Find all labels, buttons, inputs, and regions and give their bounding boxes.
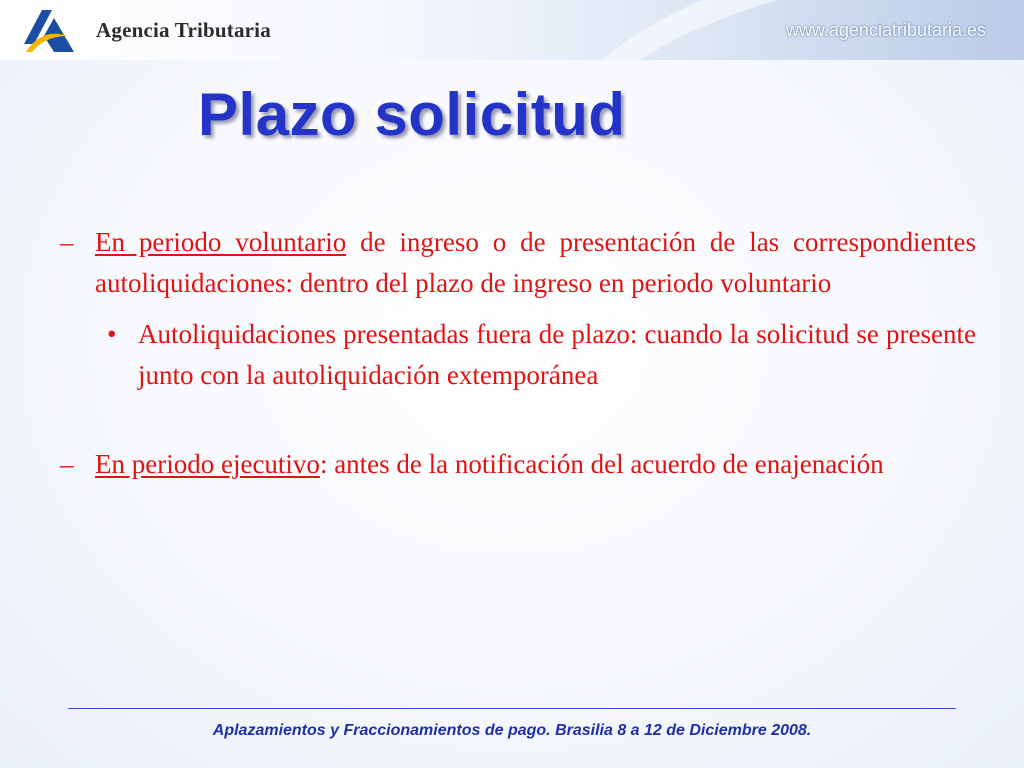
sub-item-text: Autoliquidaciones presentadas fuera de plazo: cuando la solicitud se presente junto con la autoliquidación extemporánea xyxy=(138,319,976,390)
footer-divider xyxy=(68,708,956,709)
dash-marker: – xyxy=(60,227,74,257)
header-bar xyxy=(0,0,1024,60)
sub-item-late-self-assessment xyxy=(103,314,976,396)
spacer xyxy=(58,396,976,444)
slide-content xyxy=(58,222,976,485)
agencia-tributaria-logo-icon xyxy=(22,6,76,54)
site-url: www.agenciatributaria.es xyxy=(785,20,986,40)
slide-title: Plazo solicitud xyxy=(198,81,626,148)
footer-text: Aplazamientos y Fraccionamientos de pago. Brasilia 8 a 12 de Diciembre 2008. xyxy=(212,722,812,739)
list-item-voluntary xyxy=(58,222,976,304)
brand-name: Agencia Tributaria xyxy=(96,18,271,42)
dash-marker: – xyxy=(60,449,74,479)
item-text: de ingreso o de presentación de las correspondientes autoliquidaciones: dentro del plazo de ingreso en periodo voluntario xyxy=(95,227,976,298)
underlined-term: En periodo voluntario xyxy=(95,227,347,257)
list-item-executive xyxy=(58,444,976,485)
underlined-term: En periodo ejecutivo xyxy=(95,449,320,479)
item-text: : antes de la notificación del acuerdo de enajenación xyxy=(319,449,884,479)
bullet-marker: • xyxy=(107,319,117,349)
